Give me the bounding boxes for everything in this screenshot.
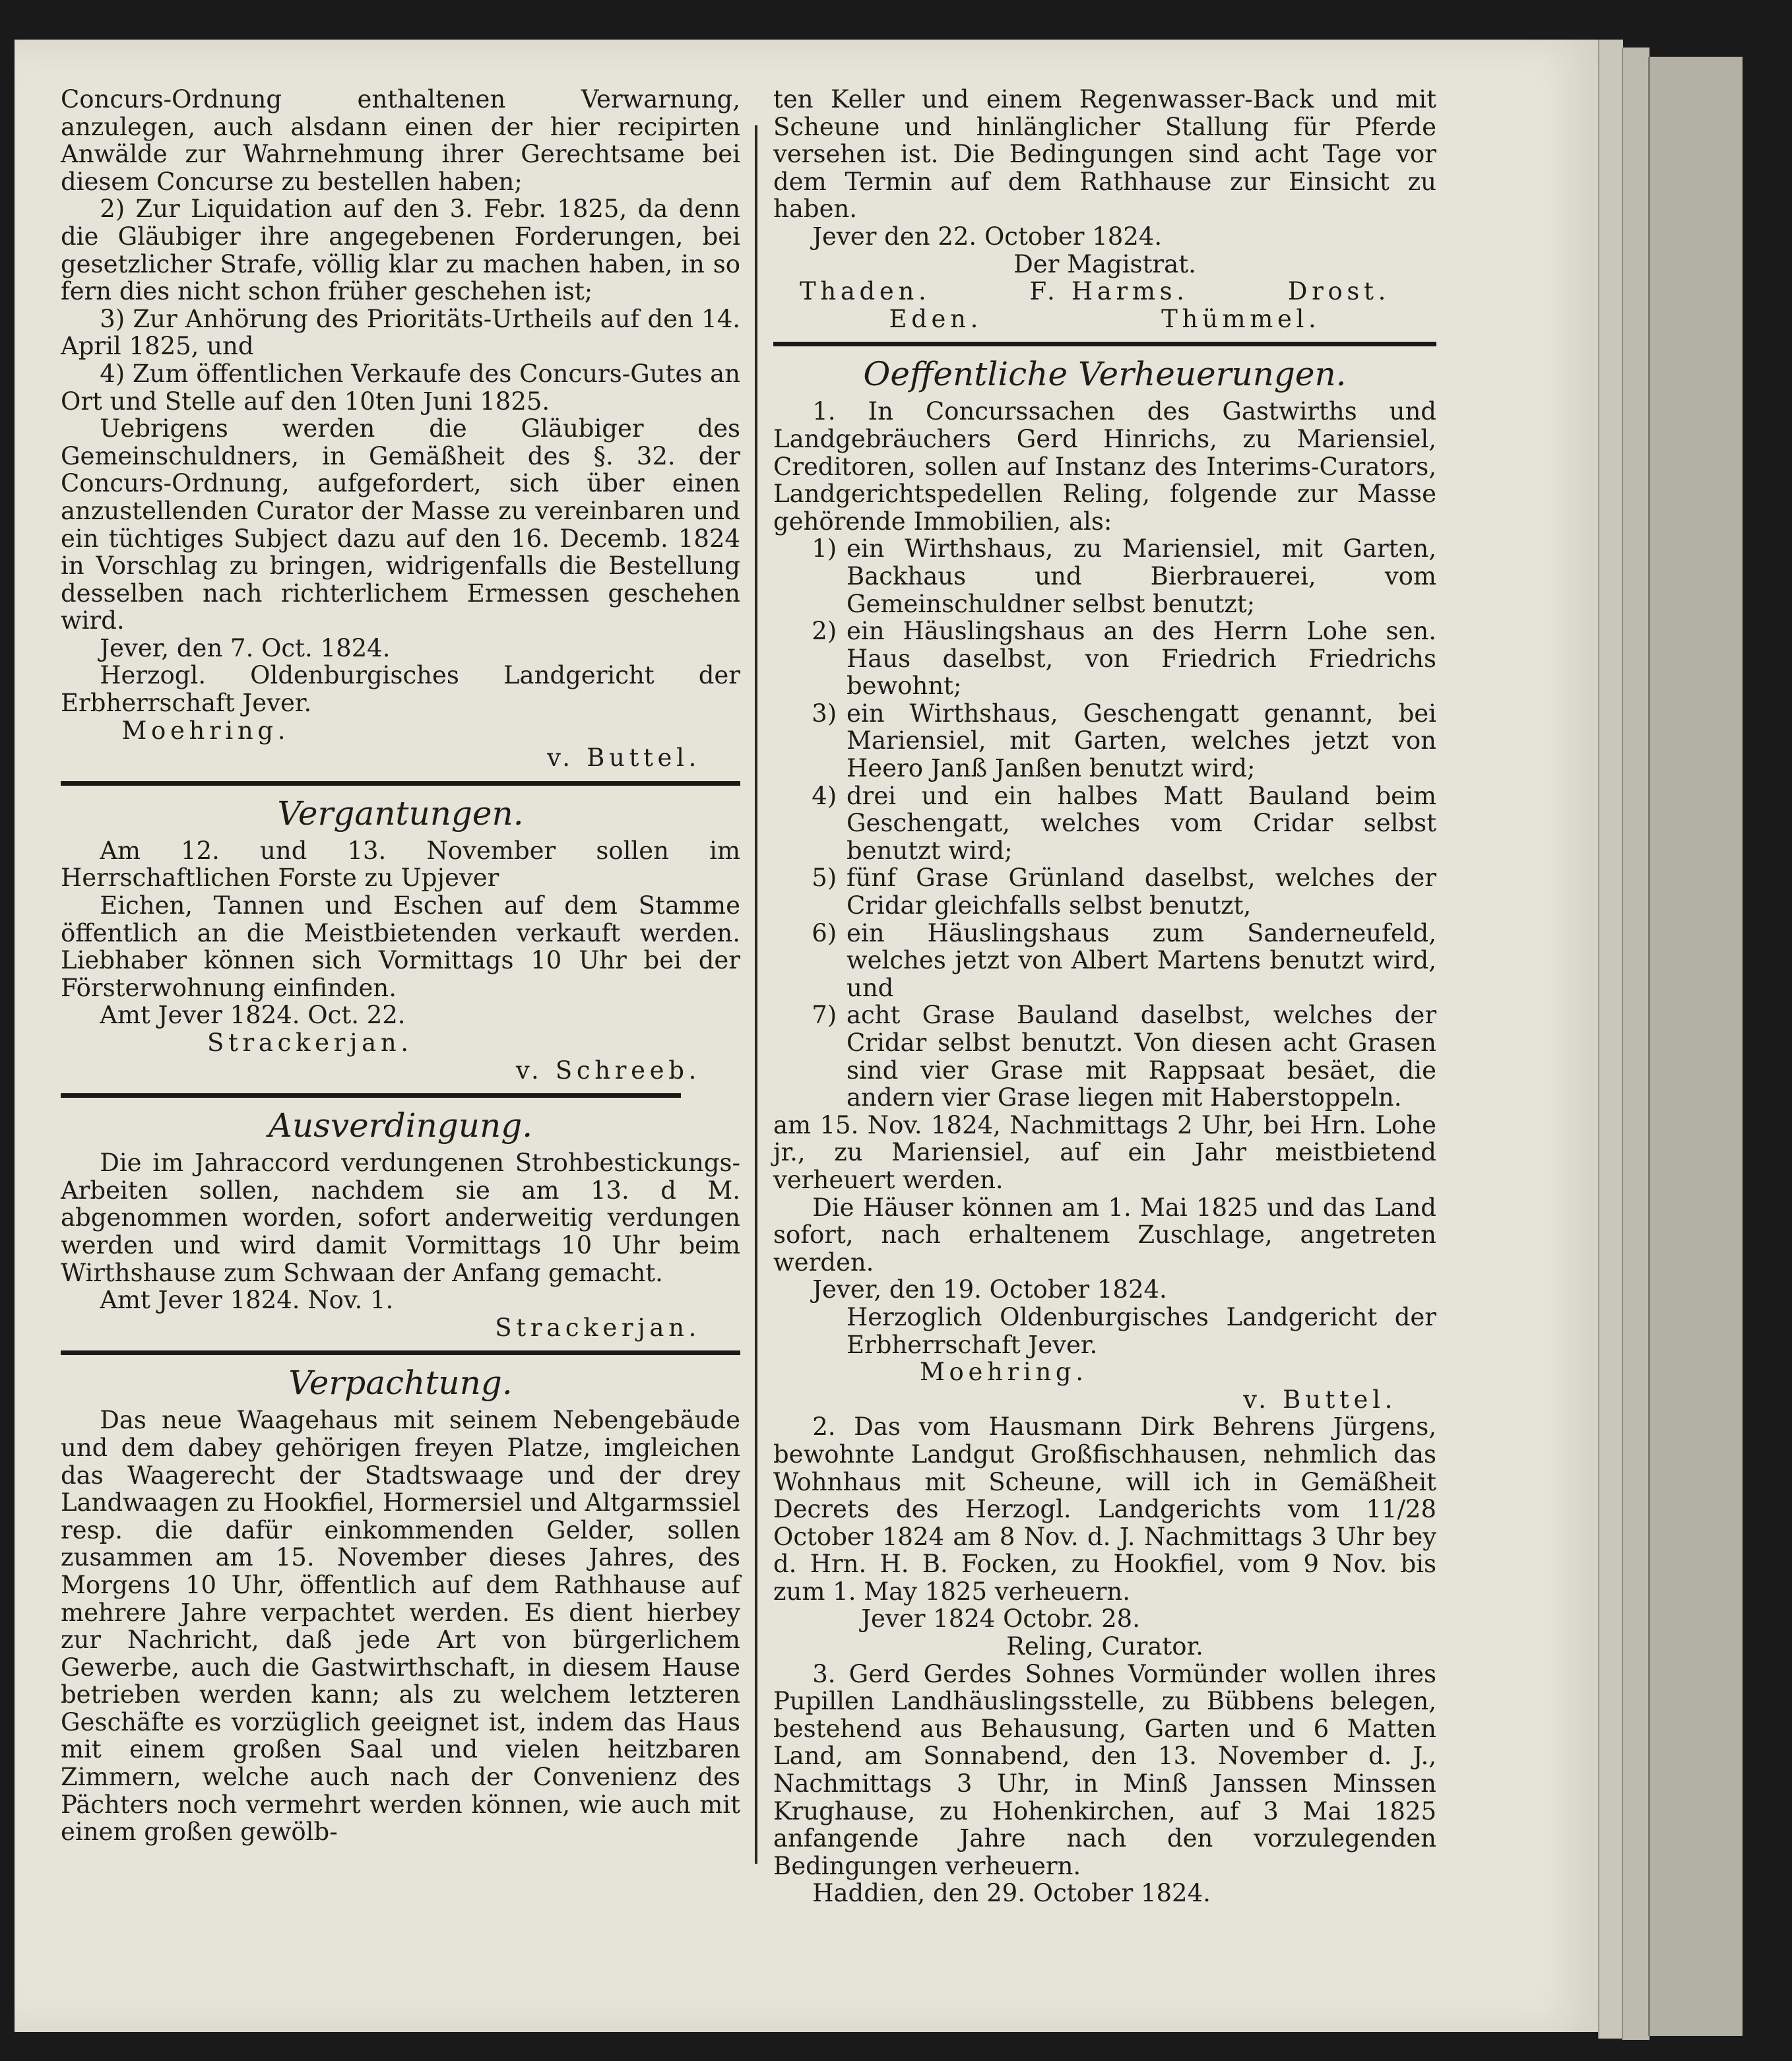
- magistrat-signatures-row-2: [773, 305, 1436, 333]
- immobilie-item: [773, 920, 1436, 1002]
- immobilie-item: [773, 535, 1436, 618]
- left-column: [61, 86, 740, 1846]
- section-divider: [773, 342, 1436, 346]
- item-text: ein Häuslingshaus zum Sanderneufeld, welches jetzt von Albert Martens benutzt wird, und: [846, 918, 1436, 1002]
- concurs-intro: Concurs-Ordnung enthaltenen Verwarnung, anzulegen, auch alsdann einen der hier recipirten Anwälde zur Wahrnehmung ihrer Gerechtsame bei diesem Concurse zu bestellen haben;: [61, 85, 740, 196]
- verheuerung-1-intro: 1. In Concurssachen des Gastwirths und Landgebräuchers Gerd Hinrichs, zu Mariensiel, Creditoren, sollen auf Instanz des Interims-Curators, Landgerichtspedellen Reling, folgende zur Masse gehörende Immobilien, als:: [773, 397, 1436, 536]
- magistrat-date: Jever den 22. October 1824.: [812, 222, 1163, 251]
- right-column: [773, 86, 1436, 1907]
- column-divider: [755, 125, 757, 1864]
- signature-buttel: v. Buttel.: [547, 744, 701, 773]
- court-name: Herzogl. Oldenburgisches Landgericht der Erbherrschaft Jever.: [61, 661, 740, 718]
- item-text: drei und ein halbes Matt Bauland beim Geschengatt, welches vom Cridar selbst benutzt wird;: [846, 781, 1436, 865]
- immobilie-item: [773, 864, 1436, 919]
- signature-buttel-2: v. Buttel.: [1243, 1385, 1397, 1414]
- concurs-notice: Uebrigens werden die Gläubiger des Gemeinschuldners, in Gemäßheit des §. 32. der Concurs-Ordnung, aufgefordert, sich über einen anzustellenden Curator der Masse zu vereinbaren und ein tüchtiges Subject dazu auf den 16. Decemb. 1824 in Vorschlag zu bringen, widrigenfalls die Bestellung desselben nach richterlichem Ermessen geschehen wird.: [61, 414, 740, 635]
- verheuerung-1-date: Jever, den 19. October 1824.: [812, 1275, 1167, 1304]
- immobilie-item: [773, 700, 1436, 782]
- section-divider: [61, 1093, 681, 1098]
- immobilien-list: [773, 535, 1436, 1111]
- concurs-item-4: 4) Zum öffentlichen Verkaufe des Concurs-Gutes an Ort und Stelle auf den 10ten Juni 1825.: [61, 359, 741, 416]
- verheuerung-1-terms: am 15. Nov. 1824, Nachmittags 2 Uhr, bei Hrn. Lohe jr., zu Mariensiel, auf ein Jahr meistbietend verheuert werden.: [773, 1110, 1436, 1194]
- item-number: 1): [812, 534, 837, 563]
- concurs-date: Jever, den 7. Oct. 1824.: [100, 633, 391, 662]
- signature-strackerjan-2: Strackerjan.: [495, 1313, 701, 1342]
- signature-harms: F. Harms.: [1029, 277, 1189, 306]
- verheuerung-2: 2. Das vom Hausmann Dirk Behrens Jürgens, bewohnte Landgut Großfischhausen, nehmlich das Wohnhaus mit Scheune, will ich in Gemäßheit Decrets des Herzogl. Landgerichts vom 11/28 October 1824 am 8 Nov. d. J. Nachmittags 3 Uhr bey d. Hrn. H. B. Focken, zu Hookfiel, vom 9 Nov. bis zum 1. May 1825 verheuern.: [773, 1412, 1436, 1606]
- item-number: 3): [812, 699, 837, 728]
- verpachtung-text: Das neue Waagehaus mit seinem Nebengebäude und dem dabey gehörigen freyen Platze, imgleichen das Waagerecht der Stadtswaage und der drey Landwaagen zu Hookfiel, Hormersiel und Altgarmssiel resp. die dafür einkommenden Gelder, sollen zusammen am 15. November dieses Jahres, des Morgens 10 Uhr, öffentlich auf dem Rathhause auf mehrere Jahre verpachtet werden. Es dient hierbey zur Nachricht, daß jede Art von bürgerlichem Gewerbe, auch die Gastwirthschaft, in diesem Hause betrieben werden kann; als zu welchem letzteren Geschäfte es vorzüglich geeignet ist, indem das Haus mit einem großen Saal und vielen heitzbaren Zimmern, welche auch nach der Convenienz des Pächters noch vermehrt werden können, wie auch mit einem großen gewölb-: [61, 1406, 740, 1847]
- item-number: 6): [812, 918, 837, 947]
- item-text: fünf Grase Grünland daselbst, welches der Cridar gleichfalls selbst benutzt,: [846, 864, 1436, 920]
- signature-thaden: Thaden.: [800, 277, 931, 306]
- verheuerung-2-date: Jever 1824 Octobr. 28.: [861, 1604, 1140, 1633]
- concurs-item-3: 3) Zur Anhörung des Prioritäts-Urtheils auf den 14. April 1825, und: [61, 304, 740, 361]
- verheuerung-3-date: Haddien, den 29. October 1824.: [812, 1879, 1211, 1908]
- item-text: acht Grase Bauland daselbst, welches der Cridar selbst benutzt. Von diesen acht Grasen sind vier Grase mit Rappsaat besäet, die andern vier Grase liegen mit Haberstoppeln.: [846, 1001, 1436, 1112]
- item-text: ein Häuslingshaus an des Herrn Lohe sen. Haus daselbst, von Friedrich Friedrichs bewohnt;: [846, 617, 1436, 701]
- section-divider: [61, 1350, 740, 1355]
- signature-drost: Drost.: [1287, 277, 1390, 306]
- newspaper-page: [15, 40, 1598, 2032]
- section-heading-verpachtung: Verpachtung.: [288, 1364, 513, 1403]
- concurs-item-2: 2) Zur Liquidation auf den 3. Febr. 1825, da denn die Gläubiger ihre angegebenen Forderungen, bei gesetzlicher Strafe, völlig klar zu machen haben, in so fern dies nicht schon früher geschehen ist;: [61, 195, 740, 306]
- ausverdingung-date: Amt Jever 1824. Nov. 1.: [100, 1286, 394, 1315]
- signature-eden: Eden.: [889, 304, 983, 333]
- magistrat-signatures-row-1: [773, 278, 1436, 305]
- signature-schreeb: v. Schreeb.: [515, 1056, 701, 1085]
- item-number: 5): [812, 864, 837, 893]
- item-number: 2): [812, 617, 837, 646]
- section-heading-vergantungen: Vergantungen.: [277, 794, 524, 833]
- section-heading-ausverdingung: Ausverdingung.: [268, 1106, 533, 1145]
- item-text: ein Wirthshaus, Geschengatt genannt, bei Mariensiel, mit Garten, welches jetzt von Heero Janß Janßen benutzt wird;: [846, 699, 1436, 783]
- verheuerung-3: 3. Gerd Gerdes Sohnes Vormünder wollen ihres Pupillen Landhäuslingsstelle, zu Bübbens belegen, bestehend aus Behausung, Garten und 6 Matten Land, am Sonnabend, den 13. November d. J., Nachmittags 3 Uhr, in Minß Janssen Minssen Krughause, zu Hohenkirchen, auf 3 Mai 1825 anfangende Jahre nach den vorzulegenden Bedingungen verheuern.: [773, 1659, 1436, 1880]
- immobilie-item: [773, 782, 1436, 865]
- magistrat-title: Der Magistrat.: [1013, 249, 1196, 278]
- ausverdingung-text: Die im Jahraccord verdungenen Strohbestickungs-Arbeiten sollen, nachdem sie am 13. d M. abgenommen worden, sofort anderweitig verdungen werden und wird damit Vormittags 10 Uhr beim Wirthshause zum Schwaan der Anfang gemacht.: [61, 1149, 740, 1287]
- verpachtung-continued: ten Keller und einem Regenwasser-Back und mit Scheune und hinlänglicher Stallung für Pferde versehen ist. Die Bedingungen sind acht Tage vor dem Termin auf dem Rathhause zur Einsicht zu haben.: [773, 85, 1436, 224]
- vergantung-text-1: Am 12. und 13. November sollen im Herrschaftlichen Forste zu Upjever: [61, 836, 740, 893]
- section-divider: [61, 781, 740, 786]
- verheuerung-1-terms-2: Die Häuser können am 1. Mai 1825 und das Land sofort, nach erhaltenem Zuschlage, angetreten werden.: [773, 1193, 1436, 1277]
- page-edge: [1598, 40, 1623, 2039]
- immobilie-item: [773, 618, 1436, 700]
- item-text: ein Wirthshaus, zu Mariensiel, mit Garten, Backhaus und Bierbrauerei, vom Gemeinschuldner selbst benutzt;: [846, 534, 1436, 618]
- signature-thuemmel: Thümmel.: [1161, 304, 1321, 333]
- signature-strackerjan: Strackerjan.: [207, 1029, 413, 1057]
- item-number: 4): [812, 781, 837, 810]
- vergantung-date: Amt Jever 1824. Oct. 22.: [100, 1001, 406, 1030]
- signature-moehring-2: Moehring.: [920, 1358, 1088, 1387]
- court-name-2: Herzoglich Oldenburgisches Landgericht der Erbherrschaft Jever.: [847, 1302, 1436, 1359]
- page-edge: [1622, 48, 1649, 2040]
- signature-reling: Reling, Curator.: [1006, 1632, 1203, 1661]
- item-number: 7): [812, 1001, 837, 1030]
- immobilie-item: [773, 1001, 1436, 1111]
- book-edge: [1648, 57, 1743, 2036]
- section-heading-verheuerungen: Oeffentliche Verheuerungen.: [863, 355, 1347, 394]
- signature-moehring: Moehring.: [121, 716, 290, 745]
- vergantung-text-2: Eichen, Tannen und Eschen auf dem Stamme öffentlich an die Meistbietenden verkauft werden. Liebhaber können sich Vormittags 10 Uhr bei der Försterwohnung einfinden.: [61, 891, 740, 1002]
